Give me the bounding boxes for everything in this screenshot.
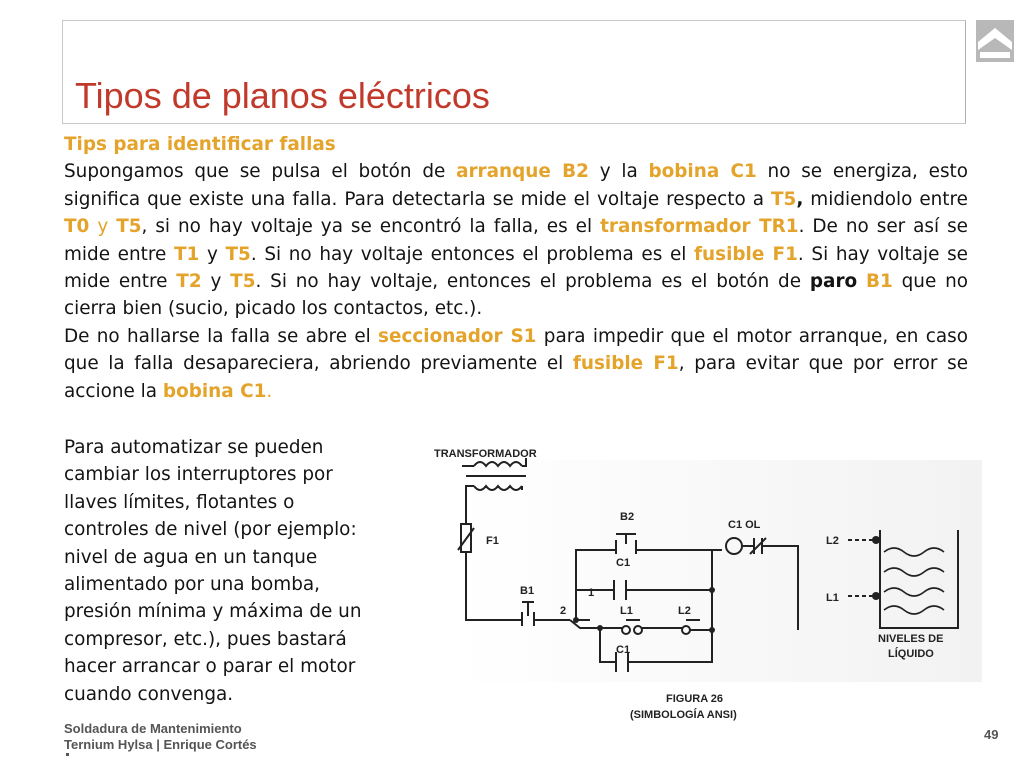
paragraph-1-run: T5 xyxy=(230,271,256,293)
paragraph-1-run: midiendolo entre xyxy=(803,188,968,210)
footer-course: Soldadura de Mantenimiento xyxy=(64,721,242,736)
paragraph-1-run: paro xyxy=(809,271,858,293)
f1-label: F1 xyxy=(486,535,499,547)
levels-title-line2: LÍQUIDO xyxy=(888,648,934,660)
paragraph-1-run: y xyxy=(199,243,226,265)
paragraph-2-run: para impedir que el motor arranque, en caso que la falla desapareciera, abriendo previamente el xyxy=(64,325,968,375)
paragraph-2-run: seccionador S1 xyxy=(378,325,537,347)
paragraph-1-run: . Si no hay voltaje entonces el problema es el xyxy=(250,243,695,265)
paragraph-2 xyxy=(64,323,968,405)
l2-switch-label: L2 xyxy=(678,605,691,617)
paragraph-1-run: , si no hay voltaje ya se encontró la falla, es el xyxy=(141,216,601,238)
paragraph-1-run: no se energiza, esto significa que existe una falla. Para detectarla se mide el voltaje respecto a xyxy=(64,161,969,210)
footer xyxy=(64,721,257,753)
circuit-diagram xyxy=(430,440,982,730)
figure-caption-line2: (SIMBOLOGÍA ANSI) xyxy=(630,709,737,721)
c1-ol-label: C1 OL xyxy=(728,519,761,531)
paragraph-2-run: De no hallarse la falla se abre el xyxy=(64,325,379,347)
paragraph-1-run: y xyxy=(201,271,231,293)
paragraph-1-run: , xyxy=(796,188,804,210)
paragraph-2-run: . xyxy=(266,380,273,402)
c1-bottom-label: C1 xyxy=(616,644,631,656)
section-heading: Tips para identificar fallas xyxy=(64,134,336,155)
footer-author: Ternium Hylsa | Enrique Cortés xyxy=(64,737,257,752)
paragraph-2-run: bobina C1 xyxy=(162,380,267,402)
body-text xyxy=(64,131,968,405)
paragraph-1-run: T5 xyxy=(225,243,251,265)
b2-label: B2 xyxy=(620,511,635,523)
footer-dot xyxy=(66,753,69,756)
paragraph-1-run: Supongamos que se pulsa el botón de xyxy=(64,161,457,183)
b1-label: B1 xyxy=(520,585,535,597)
paragraph-1 xyxy=(64,158,968,322)
level-l2-label: L2 xyxy=(826,535,839,547)
paragraph-1-run: . De no ser así se mide entre xyxy=(64,216,968,265)
paragraph-1-run: T5 xyxy=(116,216,142,238)
figure-caption-line1: FIGURA 26 xyxy=(666,693,724,705)
paragraph-1-run: B1 xyxy=(865,271,893,293)
l1-switch-label: L1 xyxy=(620,605,633,617)
node-1-label: 1 xyxy=(588,587,595,599)
levels-title-line1: NIVELES DE xyxy=(878,633,944,645)
c1-contact-label: C1 xyxy=(616,557,631,569)
node-2-label: 2 xyxy=(560,605,567,617)
paragraph-1-run: T1 xyxy=(173,243,200,265)
level-l1-label: L1 xyxy=(826,592,839,604)
paragraph-1-run: fusible F1 xyxy=(694,243,798,265)
paragraph-2-run: , para evitar que por error se accione la xyxy=(64,353,969,402)
paragraph-1-run: y xyxy=(89,216,117,238)
transformer-label: TRANSFORMADOR xyxy=(434,448,537,460)
paragraph-1-run: transformador TR1 xyxy=(600,216,799,238)
paragraph-1-run: y la xyxy=(588,161,649,183)
paragraph-1-run xyxy=(857,271,866,292)
paragraph-1-run: T2 xyxy=(176,271,202,293)
paragraph-1-run: que no cierra bien (sucio, picado los contactos, etc.). xyxy=(64,271,968,320)
paragraph-1-run: . Si no hay voltaje, entonces el problema es el botón de xyxy=(255,271,810,293)
paragraph-1-run: T5 xyxy=(770,188,797,210)
paragraph-2-run: fusible F1 xyxy=(572,353,679,375)
paragraph-1-run: . Si hay voltaje se mide entre xyxy=(64,243,968,293)
home-icon[interactable] xyxy=(976,20,1014,62)
paragraph-1-run: arranque B2 xyxy=(456,161,589,183)
paragraph-1-run: T0 xyxy=(64,216,90,238)
page-title: Tipos de planos eléctricos xyxy=(75,75,490,116)
paragraph-1-run: bobina C1 xyxy=(648,161,757,183)
page-number: 49 xyxy=(984,727,999,742)
title-box xyxy=(62,20,966,124)
automation-paragraph: Para automatizar se pueden cambiar los interruptores por llaves límites, flotantes o controles de nivel (por ejemplo: nivel de agua en un tanque alimentado por una bomba, presión mínima y máxima de un compresor, etc.), pues bastará hacer arrancar o parar el motor cuando convenga. xyxy=(64,437,362,705)
